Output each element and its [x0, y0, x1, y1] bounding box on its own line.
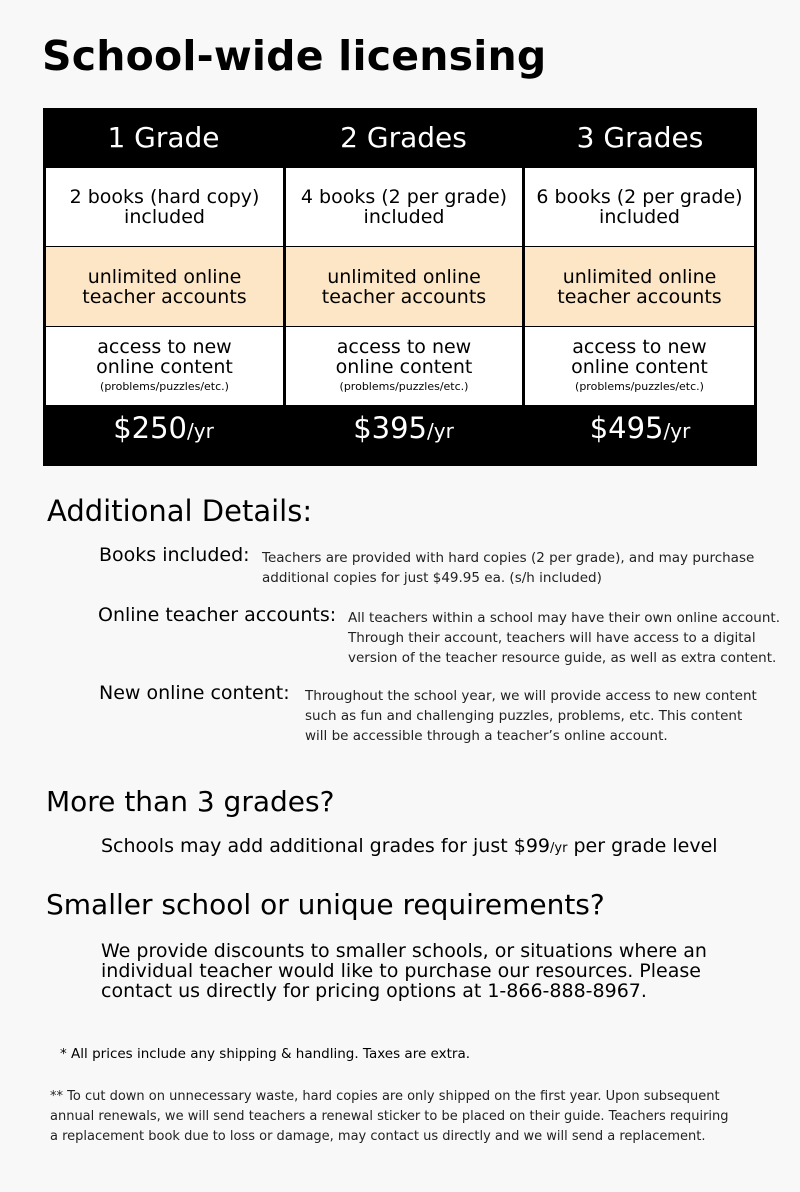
smaller-school-line: contact us directly for pricing options at 1-866-888-8967. [101, 980, 647, 1002]
detail-text-line: version of the teacher resource guide, as well as extra content. [348, 650, 777, 666]
smaller-school-text [101, 941, 741, 1001]
plan-column-2-grades [284, 108, 523, 466]
detail-text-line: All teachers within a school may have their own online account. [348, 610, 780, 626]
plan-content-line: access to new [572, 336, 707, 358]
plan-content-note: (problems/puzzles/etc.) [100, 380, 229, 393]
smaller-school-line: We provide discounts to smaller schools, or situations where an [101, 940, 707, 962]
more-grades-text-end: per grade level [567, 835, 718, 857]
plan-content-line: online content [96, 356, 233, 378]
detail-label-books: Books included: [99, 544, 250, 566]
more-grades-text [101, 835, 718, 857]
plan-name [523, 108, 757, 167]
plan-content-line: access to new [336, 336, 472, 358]
shipping-footnote-line: annual renewals, we will send teachers a renewal sticker to be placed on their guide. Teachers requiring [50, 1109, 729, 1124]
detail-label-content: New online content: [99, 682, 290, 704]
prices-footnote: * All prices include any shipping & handling. Taxes are extra. [60, 1046, 471, 1062]
detail-text-content [305, 686, 785, 746]
plan-content [525, 327, 754, 405]
detail-label-accounts: Online teacher accounts: [98, 604, 337, 626]
plan-content-line: online content [571, 356, 708, 378]
plan-column-3-grades [523, 108, 757, 466]
detail-text-line: additional copies for just $49.95 ea. (s/h included) [262, 570, 602, 586]
plan-content-note: (problems/puzzles/etc.) [575, 380, 704, 393]
plan-accounts-line: unlimited online [327, 265, 481, 288]
price-amount: $250 [113, 411, 187, 445]
plan-content-line: online content [335, 356, 473, 378]
price-period: /yr [427, 419, 454, 443]
plan-accounts [46, 247, 283, 326]
price-amount: $395 [353, 411, 427, 445]
detail-text-line: will be accessible through a teacher’s online account. [305, 728, 668, 744]
plan-books-line: included [124, 206, 205, 228]
details-heading: Additional Details: [47, 494, 313, 528]
smaller-school-heading: Smaller school or unique requirements? [46, 888, 605, 921]
price-period: /yr [187, 419, 214, 443]
plan-content-line: access to new [97, 336, 232, 358]
plan-accounts [286, 247, 522, 326]
detail-text-line: Through their account, teachers will have access to a digital [348, 630, 756, 646]
more-grades-heading: More than 3 grades? [46, 785, 335, 818]
more-grades-text-start: Schools may add additional grades for just $99 [101, 835, 550, 857]
plan-column-1-grade [43, 108, 284, 466]
detail-text-line: such as fun and challenging puzzles, problems, etc. This content [305, 708, 743, 724]
plan-name [284, 108, 523, 167]
plan-content [46, 327, 283, 405]
shipping-footnote-line: ** To cut down on unnecessary waste, hard copies are only shipped on the first year. Upon subsequent [50, 1089, 720, 1104]
plan-books-line: 2 books (hard copy) [69, 186, 260, 208]
plan-accounts-line: teacher accounts [82, 285, 247, 308]
plan-books [525, 168, 754, 246]
plan-books-line: 6 books (2 per grade) [536, 186, 743, 208]
plan-content [286, 327, 522, 405]
plan-name-text: 2 Grades [340, 120, 467, 154]
price-period: /yr [663, 419, 691, 443]
detail-text-line: Throughout the school year, we will provide access to new content [305, 688, 757, 704]
plan-books-line: included [363, 206, 445, 228]
price-amount: $495 [589, 411, 664, 445]
plan-accounts-line: teacher accounts [557, 285, 722, 308]
plan-name-text: 1 Grade [107, 120, 220, 154]
plan-accounts-line: unlimited online [562, 265, 717, 288]
plan-books [46, 168, 283, 246]
smaller-school-line: individual teacher would like to purchase our resources. Please [101, 960, 701, 982]
plan-content-note: (problems/puzzles/etc.) [339, 380, 469, 393]
plan-price [284, 406, 523, 466]
page-title: School-wide licensing [42, 32, 547, 80]
plan-price [523, 406, 757, 466]
detail-text-line: Teachers are provided with hard copies (2 per grade), and may purchase [262, 550, 755, 566]
shipping-footnote [50, 1087, 770, 1147]
plan-books-line: included [599, 206, 680, 228]
detail-text-accounts [348, 608, 796, 668]
plan-accounts-line: teacher accounts [321, 285, 487, 308]
plan-price [43, 406, 284, 466]
plan-books-line: 4 books (2 per grade) [300, 186, 508, 208]
plan-accounts-line: unlimited online [87, 265, 242, 288]
shipping-footnote-line: a replacement book due to loss or damage, may contact us directly and we will send a replacement. [50, 1129, 706, 1144]
plan-accounts [525, 247, 754, 326]
detail-text-books [262, 548, 782, 588]
plan-name [43, 108, 284, 167]
more-grades-period: /yr [550, 841, 568, 856]
pricing-table [43, 108, 757, 466]
plan-books [286, 168, 522, 246]
plan-name-text: 3 Grades [576, 120, 704, 154]
